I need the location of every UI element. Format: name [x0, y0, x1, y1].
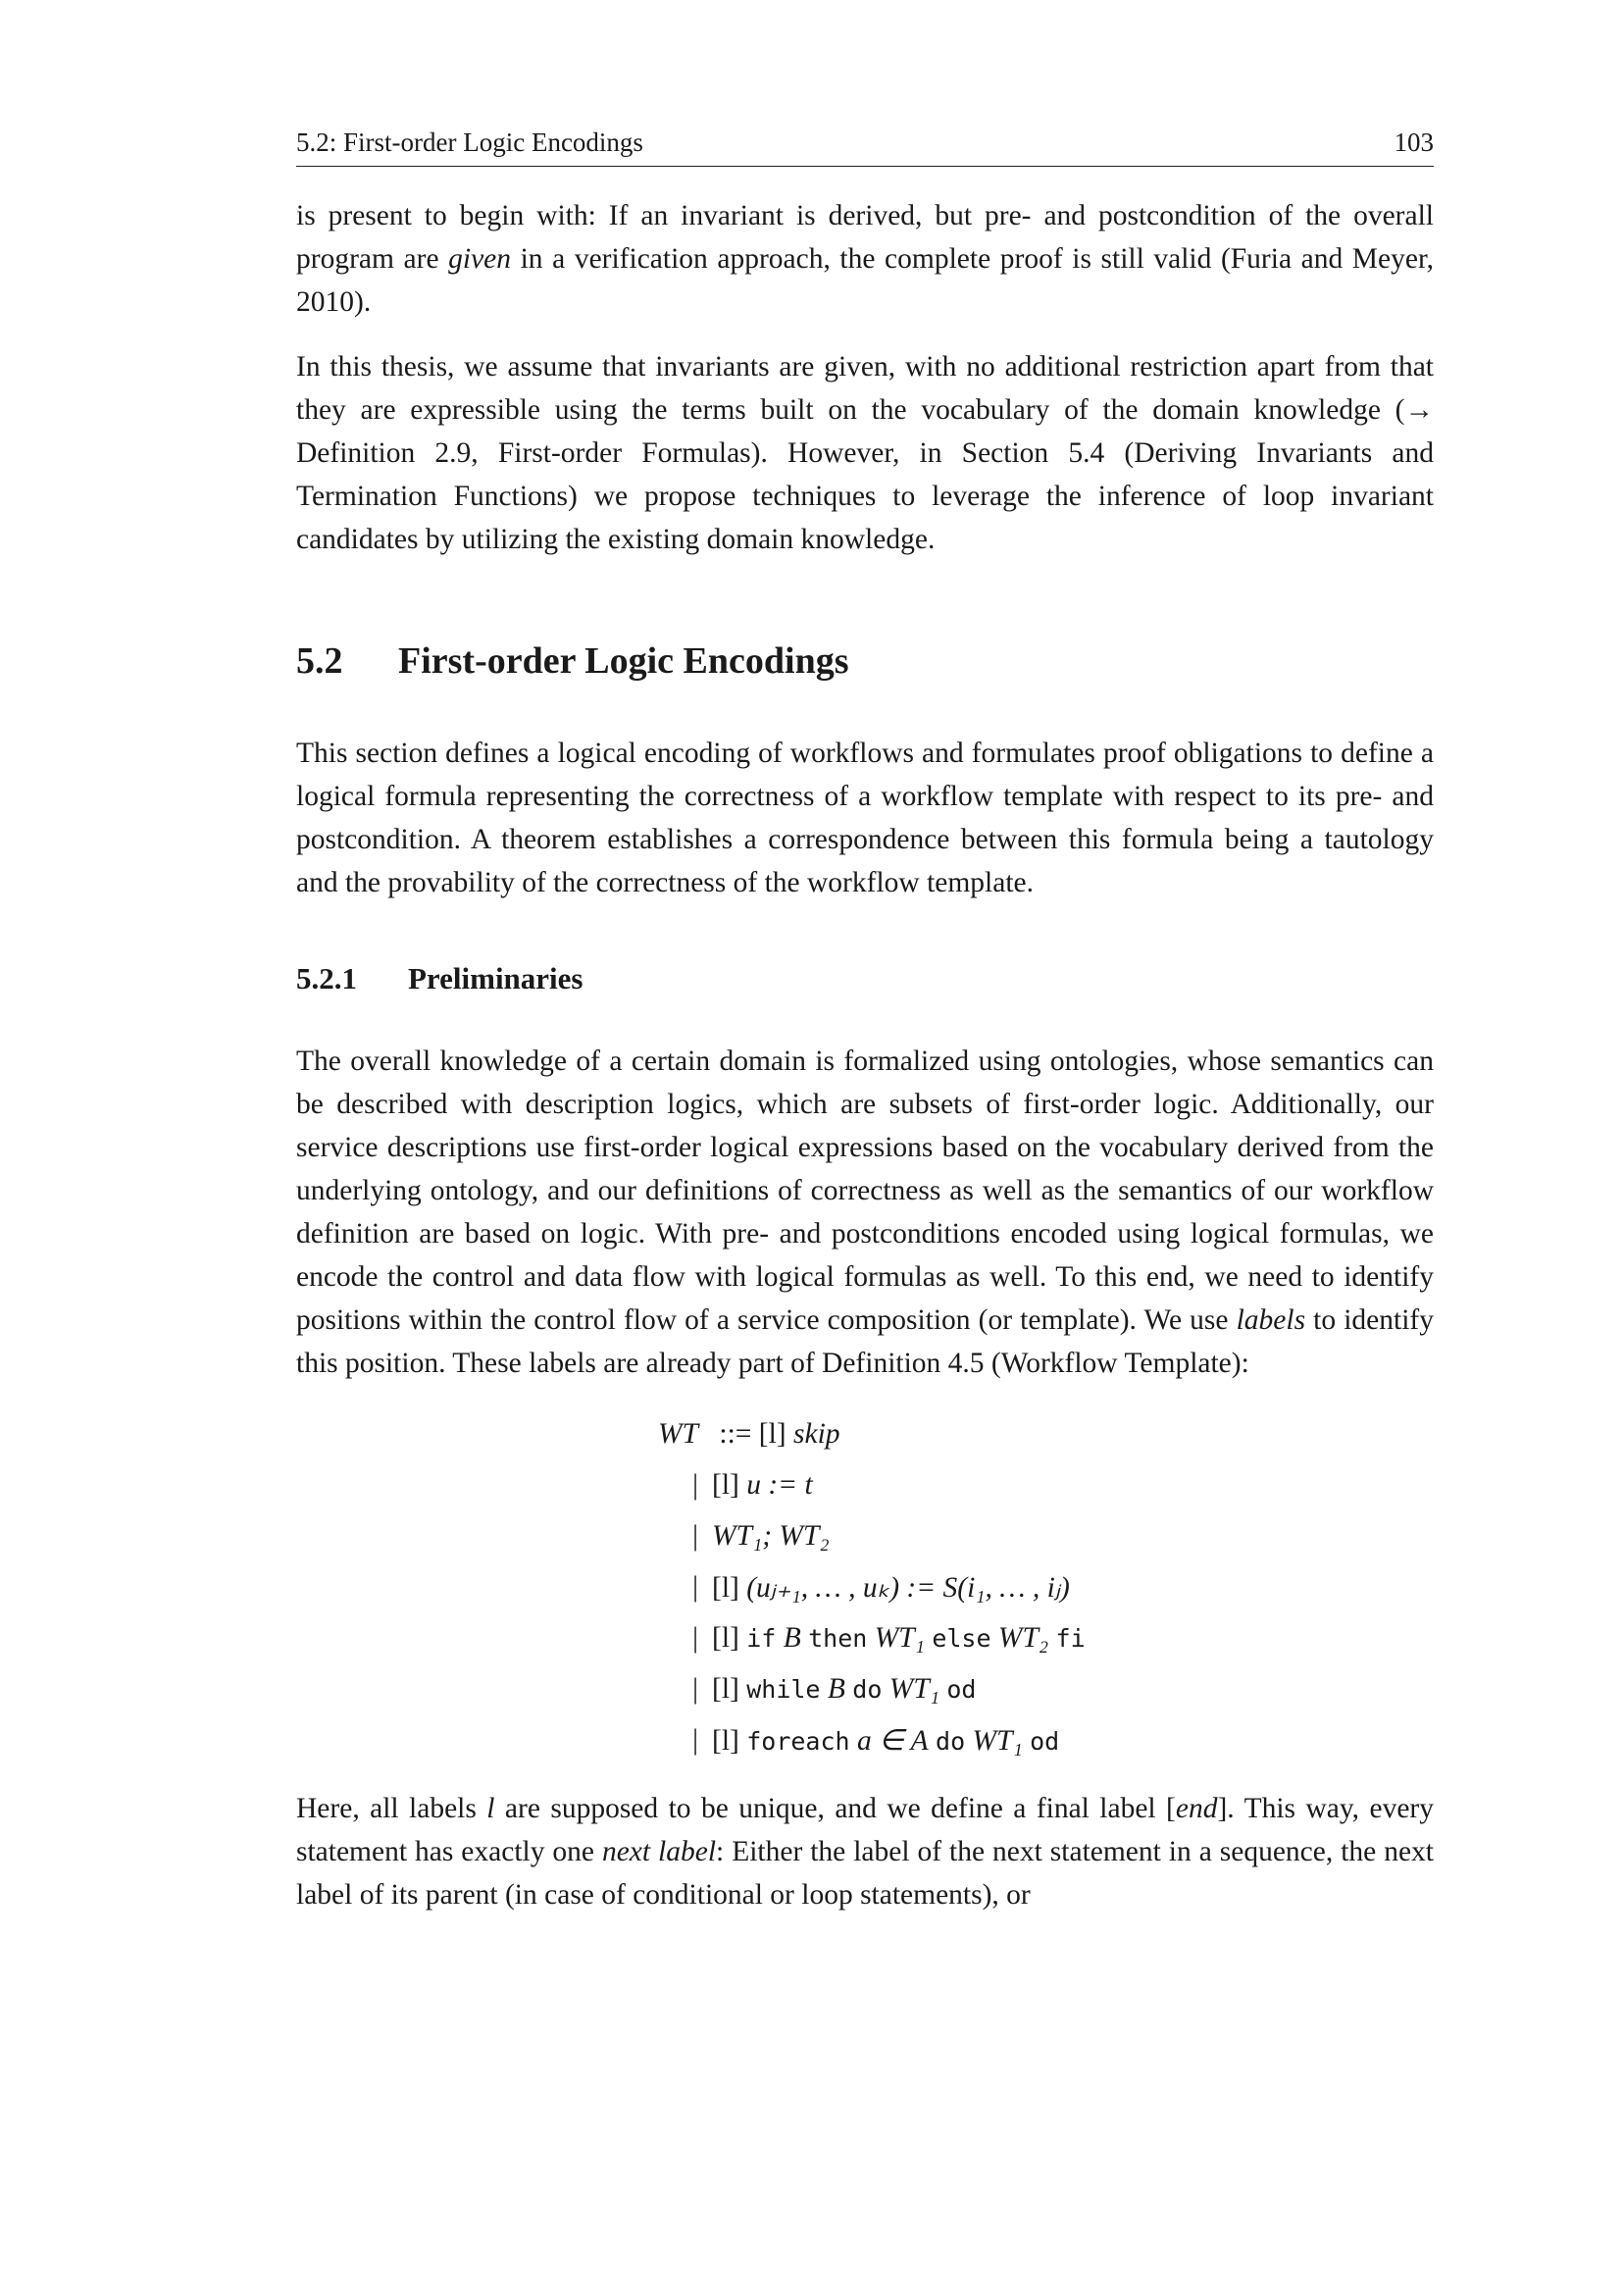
- paragraph-preliminaries: The overall knowledge of a certain domain is formalized using ontologies, whose semantics can be described with description logics, which are subsets of first-order logic. Additionally, our service descriptions use first-order logical expressions based on the vocabulary derived from the underlying ontology, and our definitions of correctness as well as the semantics of our workflow definition are based on logic. With pre- and postconditions encoded using logical formulas, we encode the control and data flow with logical formulas as well. To this end, we need to identify positions within the control flow of a service composition (or template). We use labels to identify this position. These labels are already part of Definition 4.5 (Workflow Template):: [296, 1046, 1434, 1379]
- grammar-rule-sequence: | WT₁; WT₂: [692, 1519, 830, 1552]
- paragraph-labels: Here, all labels l are supposed to be unique, and we define a final label [end]. This way, every statement has exactly one next label: Either the label of the next statement in a sequence, the next label of its parent (in case of conditional or loop statements), or: [296, 1793, 1434, 1911]
- paragraph-section-overview: This section defines a logical encoding of workflows and formulates proof obligations to define a logical formula representing the correctness of a workflow template with respect to its pre- and postcondition. A theorem establishes a correspondence between this formula being a tautology and the provability of the correctness of the workflow template.: [296, 738, 1434, 898]
- section-number: 5.2: [296, 640, 343, 682]
- subsection-number: 5.2.1: [296, 961, 357, 995]
- section-heading: [296, 639, 1434, 683]
- paragraph-invariants-intro: is present to begin with: If an invariant is derived, but pre- and postcondition of the overall program are given in a verification approach, the complete proof is still valid (Furia and Meyer, 2010).: [296, 200, 1434, 318]
- subsection-heading: [296, 961, 1434, 996]
- grammar-lhs: WT: [658, 1417, 698, 1450]
- page-number: 103: [1394, 128, 1434, 157]
- workflow-template-grammar: [590, 1408, 1434, 1765]
- emphasis-given: given: [448, 243, 512, 275]
- grammar-rule-while: | [l] while B do WT₁ od: [692, 1672, 977, 1705]
- section-title: First-order Logic Encodings: [398, 640, 849, 682]
- paragraph-invariants-assumption: In this thesis, we assume that invariants are given, with no additional restriction apart from that they are expressible using the terms built on the vocabulary of the domain knowledge (→ Definition 2.9, First-order Formulas). However, in Section 5.4 (Deriving Invariants and Termination Functions) we propose techniques to leverage the inference of loop invariant candidates by utilizing the existing domain knowledge.: [296, 351, 1434, 555]
- grammar-rule-foreach: | [l] foreach a ∈ A do WT₁ od: [692, 1723, 1060, 1757]
- header-title: 5.2: First-order Logic Encodings: [296, 128, 643, 157]
- page: [296, 128, 1434, 1916]
- running-header: [296, 128, 1434, 167]
- grammar-rule-assign: | [l] u := t: [692, 1468, 813, 1501]
- emphasis-next-label: next label: [601, 1836, 717, 1867]
- grammar-rule-if: | [l] if B then WT₁ else WT₂ fi: [692, 1621, 1086, 1654]
- subsection-title: Preliminaries: [408, 961, 583, 995]
- grammar-rule-skip: WT ::= [l] skip: [590, 1408, 1434, 1459]
- grammar-rule-invoke: | [l] (uⱼ₊₁, … , uₖ) := S(i₁, … , iⱼ): [692, 1570, 1070, 1604]
- emphasis-labels: labels: [1236, 1304, 1306, 1336]
